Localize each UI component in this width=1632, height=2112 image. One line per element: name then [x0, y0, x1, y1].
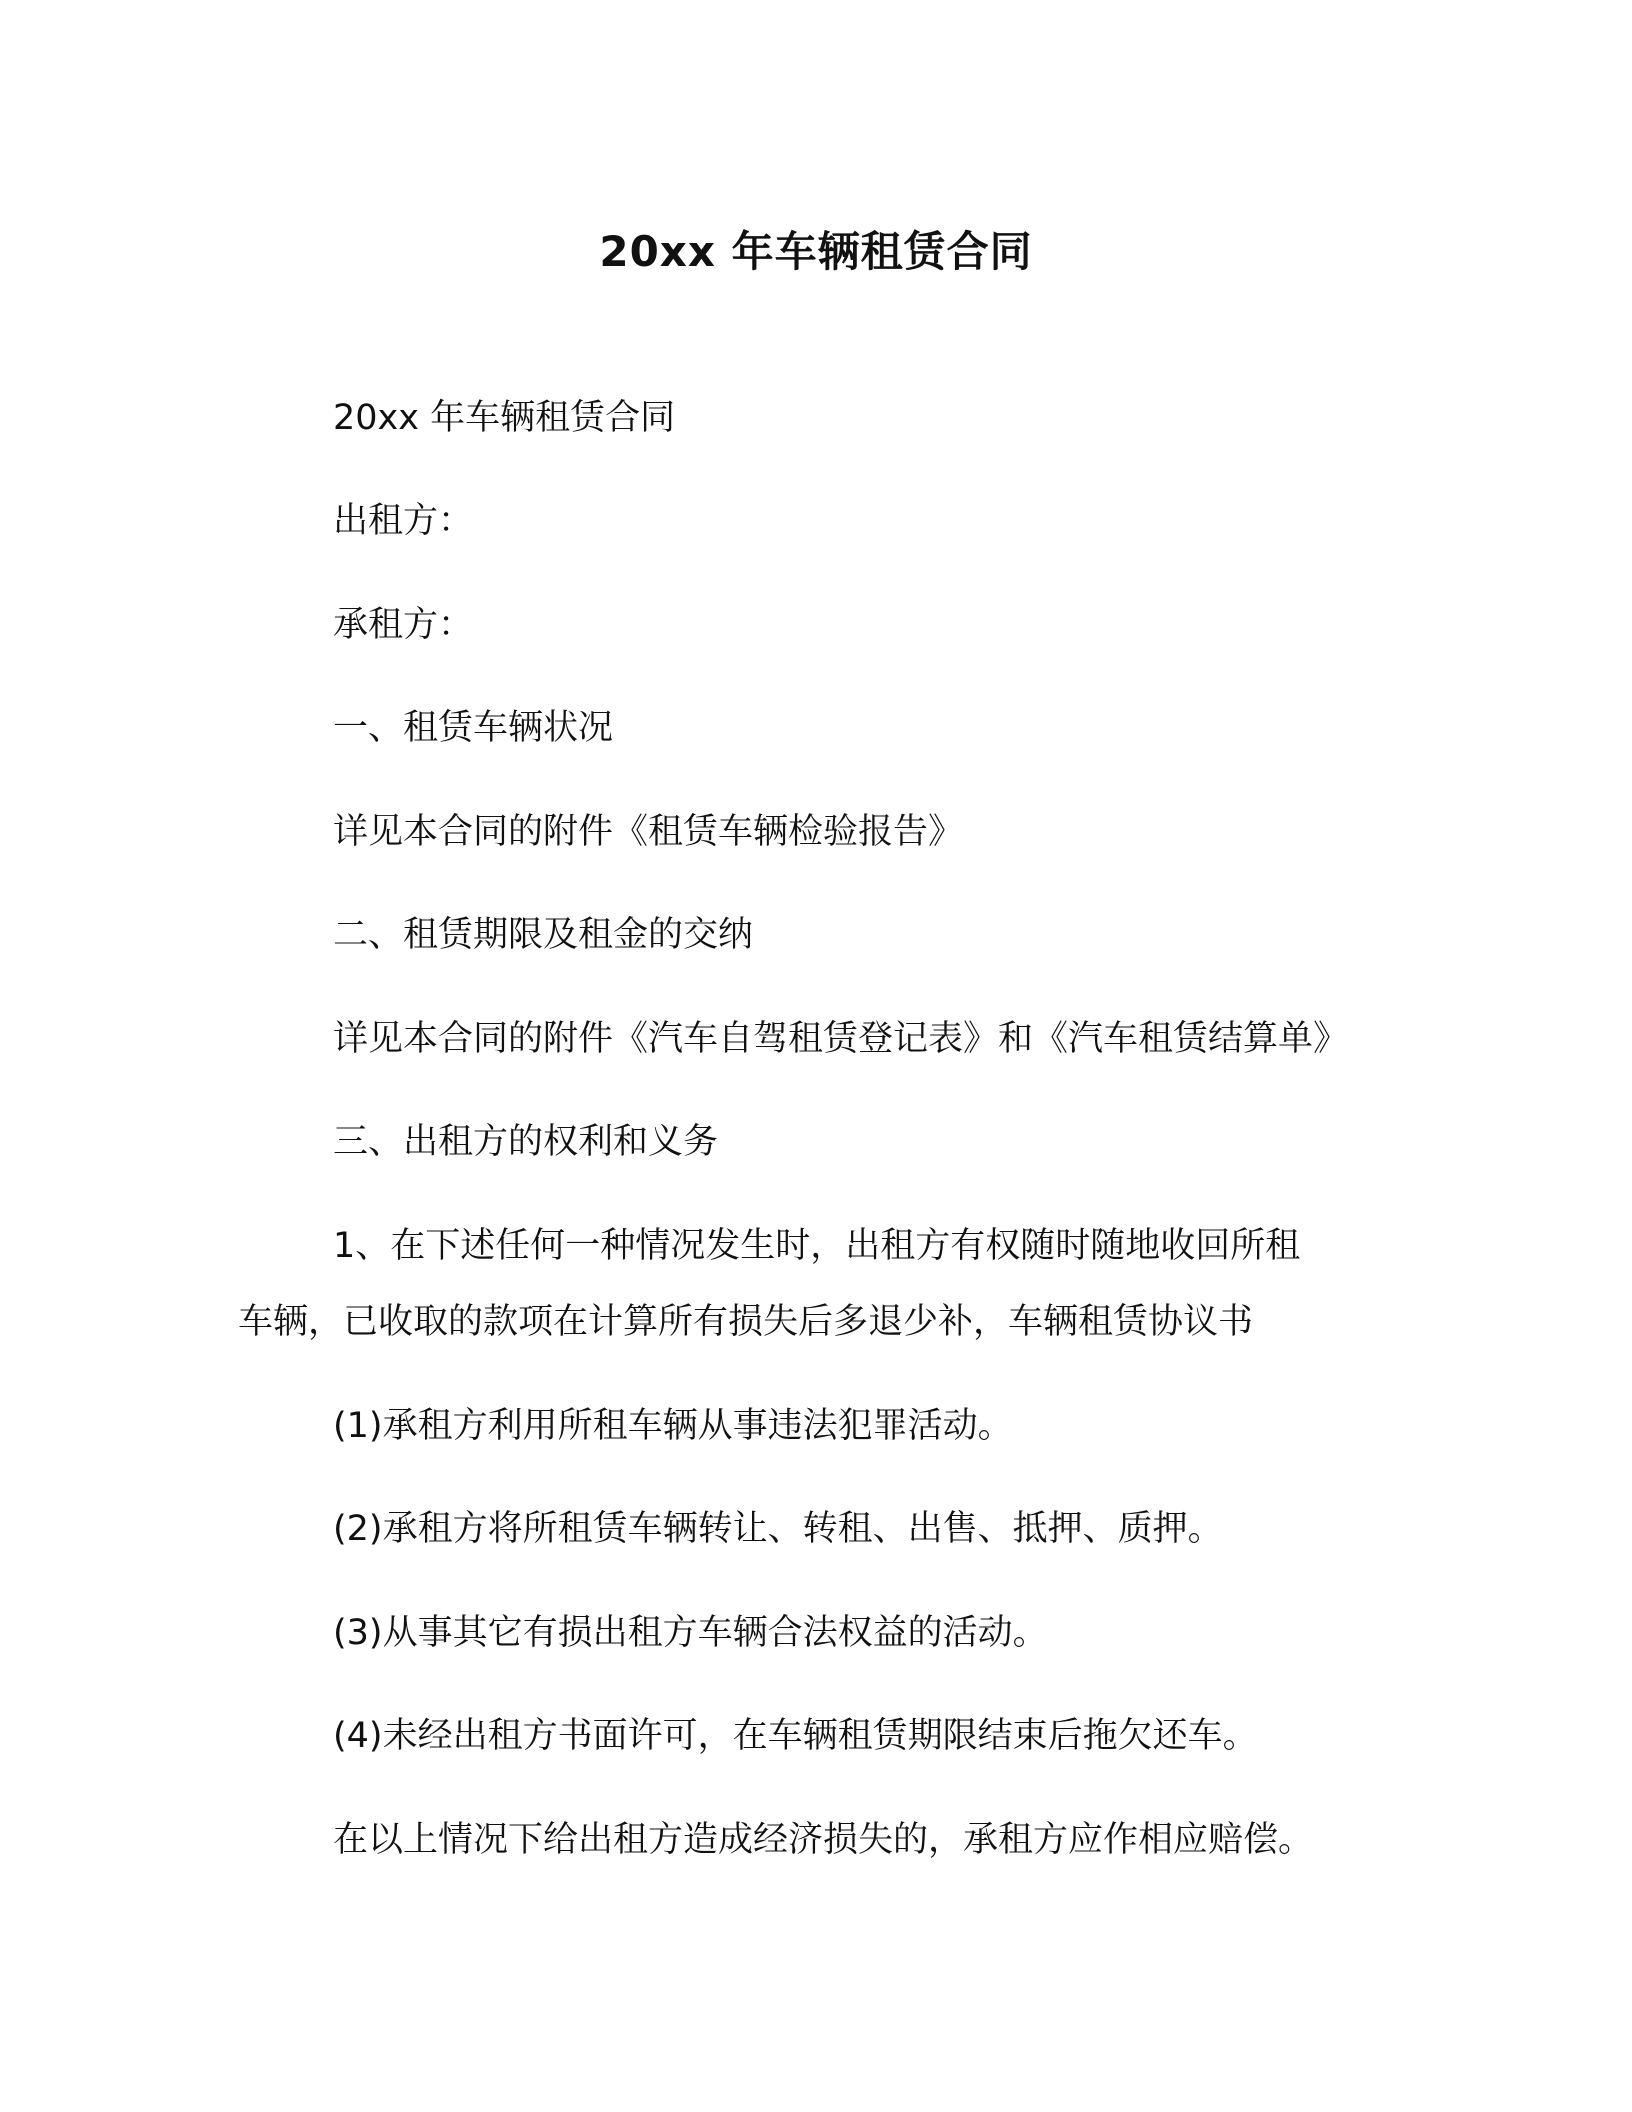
- list-item: (3)从事其它有损出租方车辆合法权益的活动。: [333, 1613, 1048, 1653]
- paragraph-line: 详见本合同的附件《汽车自驾租赁登记表》和《汽车租赁结算单》: [333, 1019, 1349, 1059]
- list-item: (2)承租方将所租赁车辆转让、转租、出售、抵押、质押。: [333, 1509, 1223, 1549]
- section-heading-2: 二、租赁期限及租金的交纳: [333, 915, 754, 955]
- list-item: (4)未经出租方书面许可，在车辆租赁期限结束后拖欠还车。: [333, 1716, 1258, 1756]
- subtitle-line: 20xx 年车辆租赁合同: [333, 398, 676, 438]
- lessee-label: 承租方：: [333, 605, 474, 645]
- section-heading-1: 一、租赁车辆状况: [333, 708, 614, 748]
- paragraph-line: 详见本合同的附件《租赁车辆检验报告》: [333, 812, 964, 852]
- paragraph-line: 在以上情况下给出租方造成经济损失的，承租方应作相应赔偿。: [333, 1820, 1314, 1860]
- document-title: 20xx 年车辆租赁合同: [599, 227, 1033, 276]
- section-heading-3: 三、出租方的权利和义务: [333, 1122, 719, 1162]
- list-item: (1)承租方利用所租车辆从事违法犯罪活动。: [333, 1406, 1013, 1446]
- paragraph-continuation-line: 车辆，已收取的款项在计算所有损失后多退少补，车辆租赁协议书: [238, 1302, 1254, 1342]
- paragraph-line: 1、在下述任何一种情况发生时，出租方有权随时随地收回所租: [333, 1226, 1301, 1266]
- lessor-label: 出租方：: [333, 501, 474, 541]
